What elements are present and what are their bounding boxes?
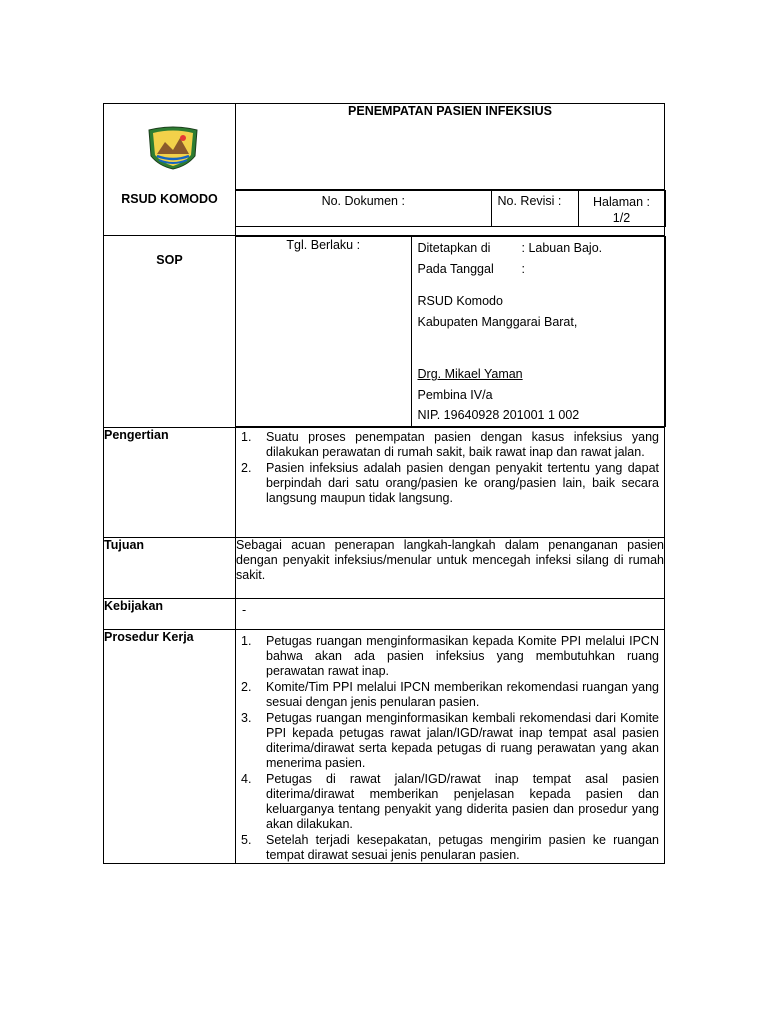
list-item: 4. Petugas di rawat jalan/IGD/rawat inap tempat asal pasien diterima/dirawat memberikan penjelasan kepada pasien dan keluarganya tentang penyakit yang diderita pasien dan prosedur yang akan dilakukan.: [241, 771, 659, 831]
tujuan-text: Sebagai acuan penerapan langkah-langkah dalam penanganan pasien dengan penyakit infeksius/menular untuk mencegah infeksi silang di rumah sakit.: [236, 537, 665, 598]
page-info: [578, 191, 665, 227]
doc-number-label: No. Dokumen :: [236, 191, 491, 227]
page-label: Halaman :: [593, 195, 650, 209]
signer-nip: NIP. 19640928 201001 1 002: [417, 408, 580, 422]
list-item: 1. Suatu proses penempatan pasien dengan kasus infeksius yang dilakukan perawatan di rumah sakit, baik rawat inap dan rawat jalan.: [241, 429, 659, 459]
list-item: 3. Petugas ruangan menginformasikan kembali rekomendasi dari Komite PPI kepada petugas rawat jalan/IGD/rawat inap tempat asal pasien diterima/dirawat serta kepada petugas di ruang perawatan yang akan menerima pasien.: [241, 710, 659, 770]
list-item: 5. Setelah terjadi kesepakatan, petugas mengirim pasien ke ruangan tempat dirawat sesuai jenis penularan pasien.: [241, 832, 659, 862]
logo-cell: [104, 104, 236, 236]
established-date-label: Pada Tanggal: [417, 261, 494, 276]
approval-block: [411, 237, 665, 427]
prosedur-content: [236, 629, 665, 863]
signer-name: Drg. Mikael Yaman: [417, 367, 523, 381]
org-name: RSUD KOMODO: [121, 192, 218, 206]
kebijakan-label: Kebijakan: [104, 598, 236, 629]
document-meta-row: [236, 190, 665, 236]
established-at-value: : Labuan Bajo.: [521, 241, 603, 255]
effective-date-label: Tgl. Berlaku :: [236, 237, 411, 427]
revision-label: No. Revisi :: [491, 191, 578, 227]
list-item: 1. Petugas ruangan menginformasikan kepada Komite PPI melalui IPCN bahwa akan ada pasien infeksius yang membutuhkan ruang perawatan rawat inap.: [241, 633, 659, 678]
institution-name: RSUD Komodo: [417, 294, 503, 308]
established-at: [418, 238, 665, 259]
tujuan-label: Tujuan: [104, 537, 236, 598]
document-title: PENEMPATAN PASIEN INFEKSIUS: [236, 104, 665, 190]
prosedur-label: Prosedur Kerja: [104, 629, 236, 863]
page-value: 1/2: [612, 211, 631, 225]
regency-emblem-icon: [147, 126, 199, 170]
list-item: 2. Komite/Tim PPI melalui IPCN memberikan rekomendasi ruangan yang sesuai dengan jenis penularan pasien.: [241, 679, 659, 709]
sop-label: SOP: [104, 236, 236, 428]
established-date-value: :: [521, 261, 525, 276]
kebijakan-text: -: [236, 598, 665, 629]
region-name: Kabupaten Manggarai Barat,: [417, 314, 578, 329]
established-date: [418, 259, 665, 280]
approval-row: [236, 236, 665, 428]
sop-document-table: [103, 103, 665, 864]
pengertian-label: Pengertian: [104, 427, 236, 537]
established-at-label: Ditetapkan di: [417, 241, 491, 255]
pengertian-content: [236, 427, 665, 537]
signer-rank: Pembina IV/a: [417, 387, 493, 402]
list-item: 2. Pasien infeksius adalah pasien dengan penyakit tertentu yang dapat berpindah dari satu orang/pasien ke orang/pasien lain, baik secara langsung maupun tidak langsung.: [241, 460, 659, 505]
